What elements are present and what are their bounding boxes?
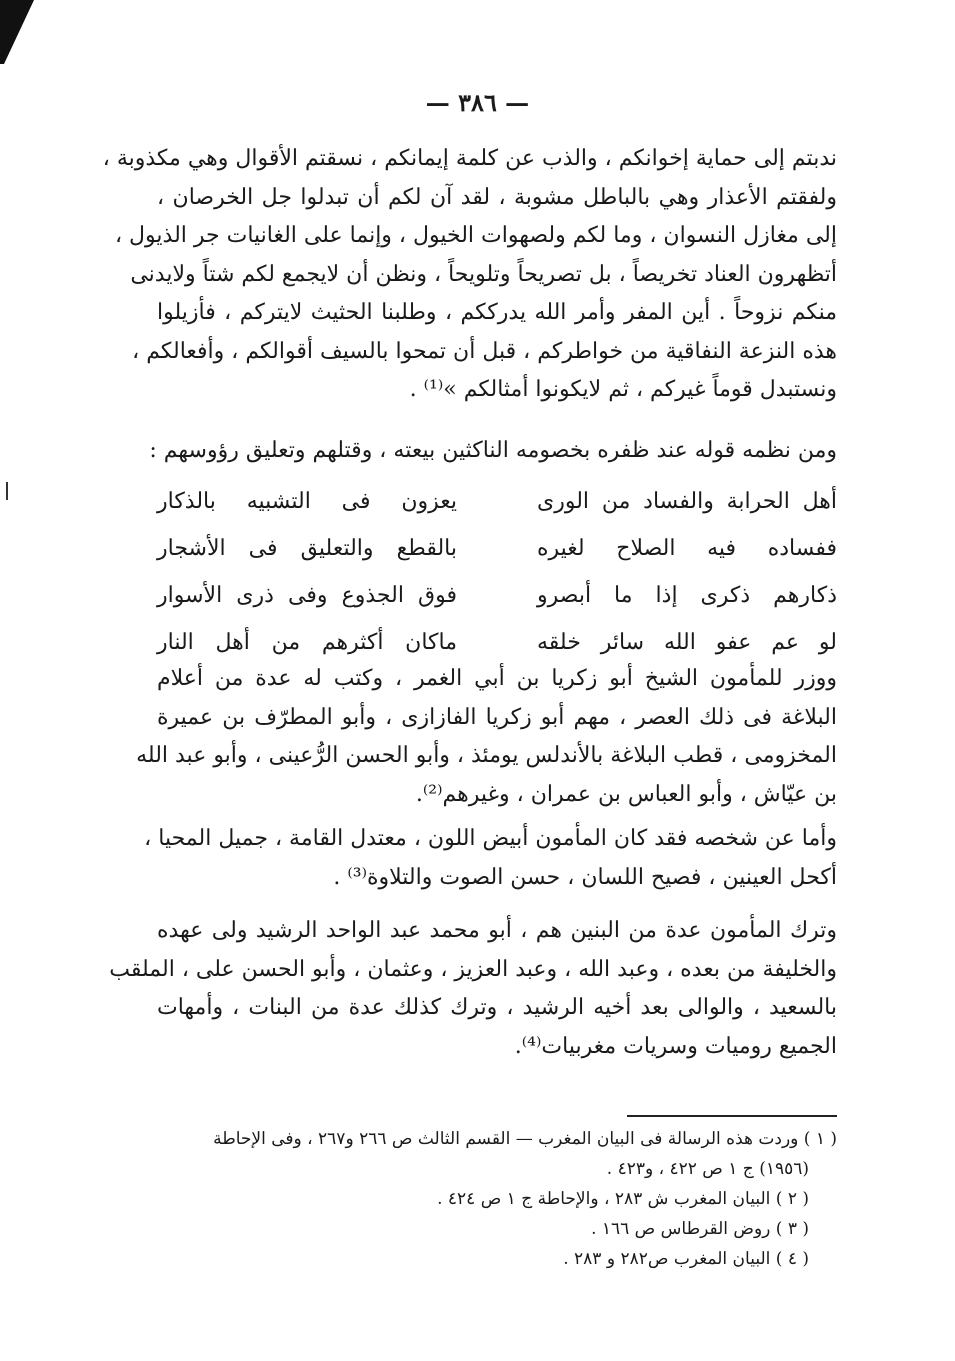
text-line: وترك المأمون عدة من البنين هم ، أبو محمد عبد الواحد الرشيد ولى عهده [157, 918, 837, 943]
text-line: ووزر للمأمون الشيخ أبو زكريا بن أبي الغمر ، وكتب له عدة من أعلام [157, 666, 837, 691]
footnotes [147, 1124, 837, 1274]
text-line: البلاغة فى ذلك العصر ، مهم أبو زكريا الفازازى ، وأبو المطرّف بن عميرة [157, 704, 837, 730]
footnote-3: ( ٣ ) روض القرطاس ص ١٦٦ . [591, 1219, 809, 1239]
footnote-1: ( ١ ) وردت هذه الرسالة فى البيان المغرب — القسم الثالث ص ٢٦٦ و٢٦٧ ، وفى الإحاطة [213, 1129, 837, 1149]
footnote-divider [627, 1115, 837, 1117]
text-line: بالسعيد ، والوالى بعد أخيه الرشيد ، وترك كذلك عدة من البنات ، وأمهات [157, 995, 837, 1020]
text-line: المخزومى ، قطب البلاغة بالأندلس يومئذ ، وأبو الحسن الرُّعينى ، وأبو عبد الله [136, 743, 837, 768]
page-corner-mark [0, 0, 34, 64]
poem-hemistich-first: ففساده فيه الصلاح لغيره [537, 536, 837, 561]
text-line: ولفقتم الأعذار وهي بالباطل مشوبة ، لقد آن لكم أن تبدلوا جل الخرصان ، [157, 184, 838, 210]
text-line: أكحل العينين ، فصيح اللسان ، حسن الصوت والتلاوة⁽³⁾ . [333, 864, 837, 890]
text-line: الجميع روميات وسريات مغربيات⁽⁴⁾. [514, 1033, 837, 1059]
text-line: والخليفة من بعده ، وعبد الله ، وعبد العزيز ، وعثمان ، وأبو الحسن على ، الملقب [109, 956, 837, 982]
paragraph-poem-intro [149, 432, 837, 471]
poem-hemistich-second: فوق الجذوع وفى ذرى الأسوار [157, 583, 457, 608]
poem-verse [157, 619, 837, 666]
text-line: منكم نزوحاً . أين المفر وأمر الله يدرككم ، وطلبنا الحثيث لايتركم ، فأزيلوا [157, 300, 837, 325]
page-number: — ٣٨٦ — [425, 88, 530, 117]
poem-hemistich-first: لو عم عفو الله سائر خلقه [537, 630, 837, 655]
footnote-1-continuation: (١٩٥٦) ج ١ ص ٤٢٢ ، و٤٢٣ . [606, 1159, 809, 1179]
poem-verse [157, 525, 837, 572]
paragraph-letter-ending [102, 140, 838, 410]
text-line: وأما عن شخصه فقد كان المأمون أبيض اللون ، معتدل القامة ، جميل المحيا ، [144, 826, 837, 851]
footnote-2: ( ٢ ) البيان المغرب ش ٢٨٣ ، والإحاطة ج ١ ص ٤٢٤ . [437, 1189, 809, 1209]
poem-hemistich-second: بالقطع والتعليق فى الأشجار [157, 536, 457, 561]
paragraph-ministers [136, 660, 837, 814]
text-line: إلى مغازل النسوان ، وما لكم ولصهوات الخيول ، وإنما على الغانيات جر الذيول ، [114, 223, 837, 248]
page-edge-mark [6, 482, 8, 500]
text-line: ومن نظمه قوله عند ظفره بخصومه الناكثين بيعته ، وقتلهم وتعليق رؤوسهم : [149, 438, 837, 463]
poem-hemistich-second: يعزون فى التشبيه بالذكار [157, 489, 457, 514]
poem-hemistich-first: ذكارهم ذكرى إذا ما أبصرو [537, 583, 837, 608]
poem-verse [157, 572, 837, 619]
text-line: أتظهرون العناد تخريصاً ، بل تصريحاً وتلويحاً ، ونظن أن لايجمع لكم شتاً ولايدنى [130, 261, 837, 287]
text-line: هذه النزعة النفاقية من خواطركم ، قبل أن تمحوا بالسيف أقوالكم ، وأفعالكم ، [132, 338, 837, 364]
poem-hemistich-first: أهل الحرابة والفساد من الورى [537, 489, 837, 514]
poem-hemistich-second: ماكان أكثرهم من أهل النار [157, 630, 457, 655]
text-line: ندبتم إلى حماية إخوانكم ، والذب عن كلمة إيمانكم ، نسقتم الأقوال وهي مكذوبة ، [102, 146, 837, 171]
paragraph-appearance [144, 820, 837, 897]
paragraph-children [109, 912, 837, 1066]
text-line: ونستبدل قوماً غيركم ، ثم لايكونوا أمثالكم »⁽¹⁾ . [409, 377, 837, 402]
poem-verse [157, 478, 837, 525]
text-line: بن عيّاش ، وأبو العباس بن عمران ، وغيرهم⁽²⁾. [415, 781, 837, 807]
poem [157, 478, 837, 666]
footnote-4: ( ٤ ) البيان المغرب ص٢٨٢ و ٢٨٣ . [563, 1249, 809, 1269]
